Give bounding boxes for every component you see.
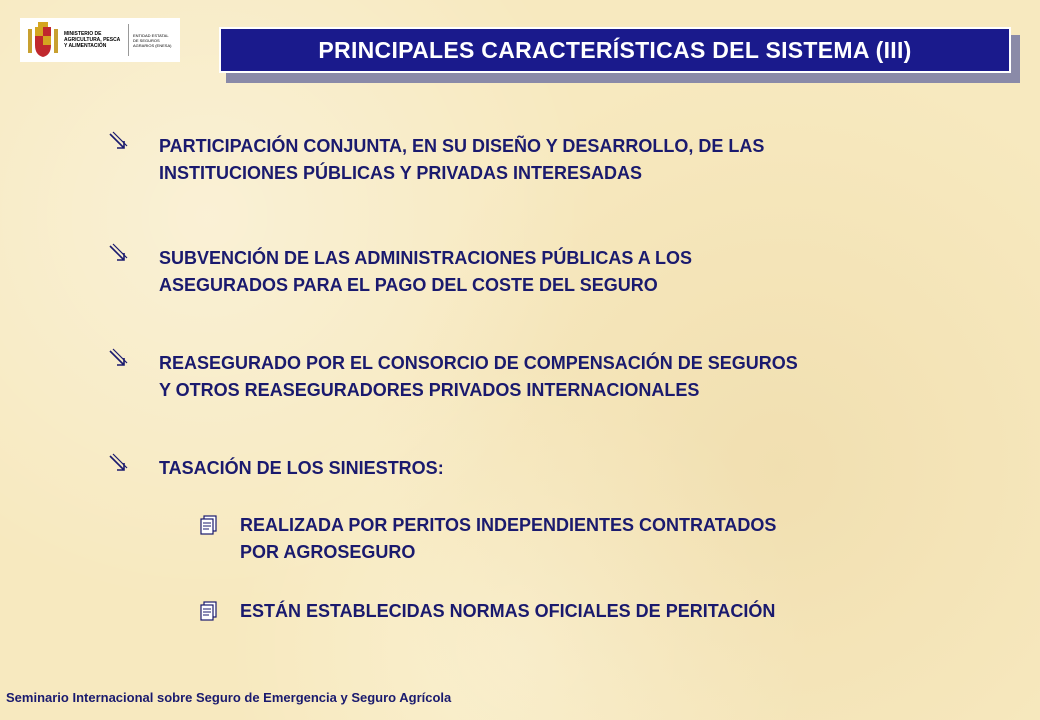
coat-of-arms-icon (26, 21, 60, 59)
title-banner (219, 27, 1011, 73)
bullet-line: TASACIÓN DE LOS SINIESTROS: (159, 458, 444, 478)
bullet-line: Y OTROS REASEGURADORES PRIVADOS INTERNACIONALES (159, 380, 700, 400)
page-title: PRINCIPALES CARACTERÍSTICAS DEL SISTEMA (III) (318, 36, 912, 63)
ministry-text: MINISTERIO DE AGRICULTURA, PESCA Y ALIMENTACIÓN (64, 31, 121, 49)
bullet-line: REASEGURADO POR EL CONSORCIO DE COMPENSACIÓN DE SEGUROS (159, 353, 798, 373)
note-icon (198, 514, 220, 536)
arrow-icon (107, 131, 137, 153)
bullet-line: ASEGURADOS PARA EL PAGO DEL COSTE DEL SEGURO (159, 275, 658, 295)
sub-bullet-item (198, 598, 775, 625)
sub-bullet-line: REALIZADA POR PERITOS INDEPENDIENTES CONTRATADOS (240, 515, 777, 535)
footer-text: Seminario Internacional sobre Seguro de Emergencia y Seguro Agrícola (6, 690, 452, 705)
entity-text: ENTIDAD ESTATAL DE SEGUROS AGRARIOS (ENESA) (133, 32, 172, 48)
logo-divider (128, 24, 129, 56)
sub-bullet-item (198, 512, 776, 566)
arrow-icon (107, 243, 137, 265)
bullet-item (107, 245, 692, 299)
bullet-line: SUBVENCIÓN DE LAS ADMINISTRACIONES PÚBLICAS A LOS (159, 248, 693, 268)
bullet-line: INSTITUCIONES PÚBLICAS Y PRIVADAS INTERESADAS (159, 163, 643, 183)
bullet-line: PARTICIPACIÓN CONJUNTA, EN SU DISEÑO Y DESARROLLO, DE LAS (159, 136, 765, 156)
note-icon (198, 600, 220, 622)
bullet-item (107, 455, 444, 482)
bullet-item (107, 133, 764, 187)
bullet-item (107, 350, 798, 404)
arrow-icon (107, 453, 137, 475)
sub-bullet-line: POR AGROSEGURO (240, 542, 416, 562)
arrow-icon (107, 348, 137, 370)
ministry-logo (20, 18, 180, 62)
sub-bullet-line: ESTÁN ESTABLECIDAS NORMAS OFICIALES DE PERITACIÓN (240, 601, 776, 621)
